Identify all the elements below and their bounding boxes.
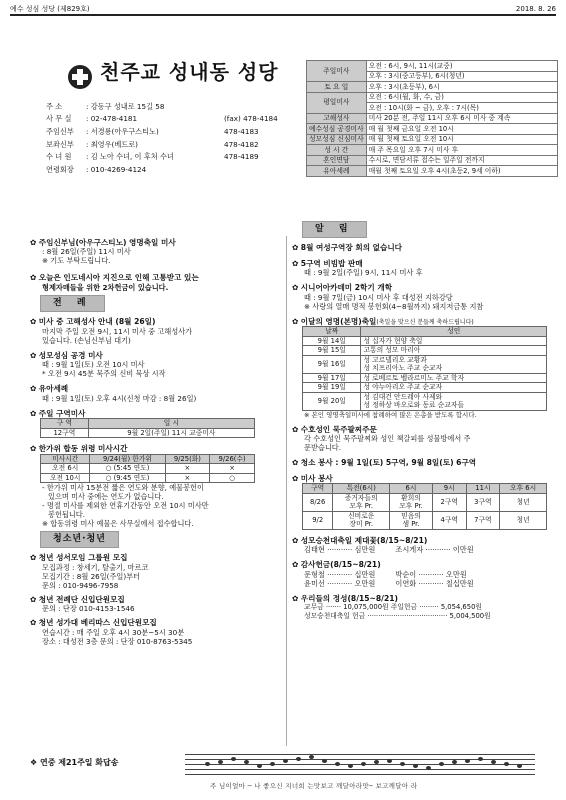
schedule-label: 주일미사 <box>307 61 367 82</box>
music-note-icon <box>504 762 509 766</box>
item-title: ✿ 성모성심 공경 미사 <box>30 351 282 360</box>
notice-text: ※ 기도 부탁드립니다. <box>42 256 111 266</box>
issue-label: 예수 성심 성당 (제829호) <box>10 5 90 13</box>
schedule-row <box>307 113 558 124</box>
music-note-icon <box>309 755 314 759</box>
item-text: 성모승천대축일 헌금 ····································· 5,004,500원 <box>304 611 491 620</box>
item-title: ✿ 청소 봉사 : 9월 1일(토) 5구역, 9월 8일(토) 6구역 <box>292 458 554 467</box>
music-note-icon <box>296 757 301 761</box>
music-note-icon <box>335 762 340 766</box>
table-cell: 7구역 <box>466 511 500 529</box>
table-header: 9/24(월) 한가위 <box>90 454 165 464</box>
music-note-icon <box>374 760 379 764</box>
info-key: 보좌신부 <box>46 139 74 149</box>
table-row <box>303 336 547 346</box>
schedule-label: 성모성심 신심미사 <box>307 134 367 145</box>
item-title: ✿ 미사 봉사 <box>292 474 554 483</box>
schedule-row <box>307 92 558 103</box>
section-banner: 전 례 <box>40 295 105 312</box>
schedule-label: 고해성사 <box>307 113 367 124</box>
item-title: ✿ 주일 구역미사 <box>30 409 282 418</box>
music-note-icon <box>231 757 236 761</box>
table-header: 11시 <box>466 484 500 494</box>
table-row <box>303 355 547 373</box>
info-row <box>46 100 284 113</box>
table-cell: 증거자들의 모후 Pr. <box>333 493 390 511</box>
info-key: 주 소 <box>46 101 63 111</box>
info-key: 연령회장 <box>46 164 74 174</box>
item-text: 문받습니다. <box>304 443 342 453</box>
music-note-icon <box>439 762 444 766</box>
table-cell: 환희의 모후 Pr. <box>390 493 433 511</box>
item-title: ✿ 우리들의 정성(8/15~8/21) <box>292 594 554 603</box>
schedule-row <box>307 124 558 135</box>
schedule-label: 성 시 간 <box>307 145 367 156</box>
feast-date: 9월 17일 <box>303 373 361 383</box>
item-text: 장소 : 대성전 3층 문의 : 단장 010-8763-5345 <box>42 636 193 646</box>
info-value: : 02-478-4181 <box>86 114 138 124</box>
table-cell: 믿음의 샘 Pr. <box>390 511 433 529</box>
feast-date: 9월 15일 <box>303 346 361 356</box>
info-key: 주임신부 <box>46 126 74 136</box>
issue-date: 2018. 8. 26 <box>515 5 556 13</box>
music-note-icon <box>452 760 457 764</box>
mass-schedule-table <box>306 60 558 177</box>
table-header: 일 시 <box>88 419 254 429</box>
church-name: 천주교 성내동 성당 <box>100 60 279 84</box>
schedule-label: 예수성심 공경미사 <box>307 124 367 135</box>
left-column <box>30 236 282 646</box>
table-row <box>303 346 547 356</box>
item-text: 있습니다. (손님신부님 대기) <box>42 335 131 345</box>
section-banner: 청소년·청년 <box>40 531 119 548</box>
feast-date: 9월 14일 <box>303 336 361 346</box>
music-note-icon <box>426 766 431 770</box>
info-row <box>46 113 284 126</box>
table-header: 날짜 <box>303 327 361 337</box>
table-header: 9/25(화) <box>165 454 210 464</box>
table-cell: × <box>165 473 210 483</box>
table-header: 9/26(수) <box>210 454 255 464</box>
item-text: 때 : 9월 2일(주일) 9시, 11시 미사 후 <box>304 268 423 278</box>
item-text: 모집기간 : 8월 26일(주일)부터 <box>42 571 141 581</box>
music-note-icon <box>465 759 470 763</box>
schedule-value: 오후 : 3시(초등부), 6시 <box>366 82 557 93</box>
church-info <box>46 100 284 176</box>
item-text: 봉헌됩니다. <box>48 510 86 520</box>
music-note-icon <box>244 760 249 764</box>
item-title: ✿ 청년 성가대 베리따스 신입단원모집 <box>30 618 282 627</box>
flower-donor: 조시게자 ··········· 이만원 <box>395 545 474 555</box>
cross-logo-icon <box>68 65 92 89</box>
schedule-value: 매 월 첫째 토요일 오전 10시 <box>366 134 557 145</box>
table-row <box>303 392 547 410</box>
district-mass-table <box>40 418 255 438</box>
item-text: 때 : 9월 7일(금) 10시 미사 후 대성전 지하강당 <box>304 292 453 302</box>
info-row <box>46 163 284 176</box>
music-note-icon <box>387 759 392 763</box>
donor: 박순이 ··········· 오만원 <box>395 569 467 579</box>
info-phone: 478-4183 <box>224 126 259 136</box>
table-cell: ○ <box>210 473 255 483</box>
music-note-icon <box>348 764 353 768</box>
item-title: ✿ 유아세례 <box>30 384 282 393</box>
item-text: 문의 : 010-9496-7958 <box>42 580 119 590</box>
column-divider <box>286 236 287 746</box>
table-header: 성인 <box>361 327 547 337</box>
item-text: 모집과정 : 창세기, 탈출기, 마르코 <box>42 562 149 572</box>
table-cell: 오전 6시 <box>41 464 90 474</box>
item-text: * 오전 9시 45분 묵주의 신비 묵상 시작 <box>42 369 166 379</box>
psalm-lyric: 주 님이얼마 ─ 나 좋으신 지너희 는맛보고 깨달아라맛─ 보고깨달아 라 <box>210 782 418 790</box>
schedule-label: 유아세례 <box>307 166 367 177</box>
notice-text: : 8월 26일(주일) 11시 미사 <box>42 247 131 257</box>
table-cell: ○ (5:45 연도) <box>90 464 165 474</box>
table-row <box>303 383 547 393</box>
donor: 이연화 ··········· 칠십만원 <box>395 578 474 588</box>
music-note-icon <box>413 764 418 768</box>
feast-days-table <box>302 326 547 410</box>
item-title: ✿ 미사 중 고해성사 안내 (8월 26일) <box>30 317 282 326</box>
feast-saint: 성 야누아리오 주교 순교자 <box>361 383 547 393</box>
schedule-row <box>307 155 558 166</box>
item-text <box>292 570 554 579</box>
table-cell: 3구역 <box>466 493 500 511</box>
table-header: 9시 <box>432 484 466 494</box>
music-note-icon <box>491 760 496 764</box>
info-phone: (fax) 478-4184 <box>224 114 278 124</box>
info-row <box>46 150 284 163</box>
schedule-value: 매 월 첫째 금요일 오전 10시 <box>366 124 557 135</box>
item-text <box>292 579 554 588</box>
table-cell: 신비로운 장미 Pr. <box>333 511 390 529</box>
music-note-icon <box>218 760 223 764</box>
table-header: 오후 6시 <box>500 484 547 494</box>
music-note-icon <box>361 762 366 766</box>
info-value: : 강동구 성내로 15길 58 <box>86 101 165 111</box>
schedule-value: 매 주 목요일 오후 7시 미사 후 <box>366 145 557 156</box>
table-cell: 청년 <box>500 493 547 511</box>
schedule-value: 수시로, 면담서류 접수는 일주일 전까지 <box>366 155 557 166</box>
table-row <box>41 464 255 474</box>
schedule-row <box>307 145 558 156</box>
table-cell: × <box>210 464 255 474</box>
table-cell: 청년 <box>500 511 547 529</box>
item-text: - 한가위 미사 15분전 짧은 연도와 분향, 예물봉헌이 <box>42 483 204 493</box>
chuseok-mass-table <box>40 454 255 484</box>
table-header: 구역 <box>303 484 333 494</box>
table-header: 6시 <box>390 484 433 494</box>
table-row <box>303 373 547 383</box>
info-phone: 478-4182 <box>224 139 259 149</box>
feast-title: 이달의 영명(본명)축일 <box>300 316 377 326</box>
item-title: ✿ 5구역 비빔밥 판매 <box>292 259 554 268</box>
info-value: : 최영우(베드로) <box>86 139 138 149</box>
feast-date: 9월 19일 <box>303 383 361 393</box>
table-cell: 4구역 <box>432 511 466 529</box>
table-row <box>41 473 255 483</box>
top-bar <box>10 4 556 16</box>
table-cell: 8/26 <box>303 493 333 511</box>
item-text: - 명절 미사를 제외한 연휴기간동안 오전 10시 미사만 <box>42 501 209 511</box>
item-title: ✿ 시니어아카데미 2학기 개학 <box>292 283 554 292</box>
notice-text: 형제자매들을 위한 2차헌금이 있습니다. <box>42 282 169 292</box>
feast-subtitle: (축일을 맞으신 분들께 축하드립니다) <box>376 318 474 326</box>
info-phone: 478-4189 <box>224 152 259 162</box>
item-title: ✿ 한가위 합동 위령 미사시간 <box>30 444 282 453</box>
item-title: ✿ 감사헌금(8/15~8/21) <box>292 560 554 569</box>
notice-title: ✿ 오늘은 인도네시아 지진으로 인해 고통받고 있는 <box>30 273 282 282</box>
info-key: 사 무 실 <box>46 114 72 124</box>
item-title: ✿ 청년 전례단 신입단원모집 <box>30 595 282 604</box>
table-cell: 9/2 <box>303 511 333 529</box>
item-title: ✿ 청년 성서모임 그룹원 모집 <box>30 553 282 562</box>
donor: 윤미선 ··········· 오만원 <box>304 578 376 588</box>
item-text: ※ 본인 영명축일미사에 참례하여 많은 은총을 받도록 합시다. <box>304 410 477 419</box>
schedule-value: 오전 : 10시(화 ~ 금), 오후 : 7시(목) <box>366 103 557 114</box>
schedule-value: 미사 20분 전, 주일 11시 오후 6시 미사 중 계속 <box>366 113 557 124</box>
item-text: ※ 사랑의 열매 명적 봉헌회(4~8월까지) 돼지저금통 지참 <box>304 301 484 311</box>
music-note-icon <box>270 762 275 766</box>
notice-title: ✿ 주임신부님(아우구스티노) 영명축일 미사 <box>30 238 282 247</box>
schedule-value: 매월 첫째 토요일 오후 4시(초등2, 9세 이하) <box>366 166 557 177</box>
feast-saint: 고통의 성모 마리아 <box>361 346 547 356</box>
schedule-row <box>307 61 558 72</box>
feast-date: 9월 20일 <box>303 392 361 410</box>
table-header: 구 역 <box>41 419 89 429</box>
info-value: : 김 노아 수녀, 이 후처 수녀 <box>86 152 174 162</box>
schedule-label: 혼인면담 <box>307 155 367 166</box>
schedule-row <box>307 82 558 93</box>
table-cell: 오전 10시 <box>41 473 90 483</box>
schedule-value: 오전 : 6시, 9시, 11시(교중) <box>366 61 557 72</box>
item-text: 교무금 ······· 10,075,000원 주일헌금 ········· 5,054,650원 <box>304 603 482 612</box>
psalm-title: ❖ 연중 제21주일 화답송 <box>30 758 119 767</box>
item-title: ✿ 성모승천대축일 제대꽃(8/15~8/21) <box>292 536 554 545</box>
music-note-icon <box>517 764 522 768</box>
section-banner: 알 림 <box>302 221 367 238</box>
item-text: 때 : 9월 1일(토) 오후 4시(신청 마감 : 8월 26일) <box>42 393 197 403</box>
flower-donor: 김태현 ··········· 심만원 <box>304 545 376 555</box>
table-cell: 12구역 <box>41 428 89 438</box>
table-cell: ○ (9:45 연도) <box>90 473 165 483</box>
table-row <box>303 511 547 529</box>
music-note-icon <box>400 762 405 766</box>
table-header: 미사시간 <box>41 454 90 464</box>
item-text: 연습시간 : 매 주일 오후 4시 30분~5시 30분 <box>42 627 185 637</box>
schedule-label: 토 요 일 <box>307 82 367 93</box>
feast-saint: 성 김대건 안드레아 사제와 성 정하상 바오로와 동료 순교자들 <box>361 392 547 410</box>
item-title: ✿ 수호성인 묵주팔찌주문 <box>292 425 554 434</box>
table-cell: 9월 2일(주일) 11시 교중미사 <box>88 428 254 438</box>
psalm-title-text: 연중 제21주일 화답송 <box>39 758 119 767</box>
item-title <box>292 317 554 327</box>
info-value: : 서경룡(아우구스티노) <box>86 126 159 136</box>
feast-saint: 성 로베르토 벨라르미노 주교 학자 <box>361 373 547 383</box>
psalm-area <box>10 750 556 792</box>
table-row <box>303 493 547 511</box>
feast-date: 9월 16일 <box>303 355 361 373</box>
schedule-value: 오전 : 6시(월, 화, 수, 금) <box>366 92 557 103</box>
item-text: 문의 : 단장 010-4153-1546 <box>42 604 135 614</box>
music-note-icon <box>322 759 327 763</box>
mass-service-table <box>302 483 547 529</box>
info-row <box>46 125 284 138</box>
info-key: 수 녀 원 <box>46 152 72 162</box>
music-note-icon <box>283 759 288 763</box>
schedule-row <box>307 166 558 177</box>
feast-saint: 성 십자가 현양 축일 <box>361 336 547 346</box>
music-note-icon <box>478 757 483 761</box>
item-text: ※ 합동위령 미사 예물은 사무실에서 접수합니다. <box>42 519 194 529</box>
schedule-row <box>307 134 558 145</box>
feast-saint: 성 고르넬리오 교황과 성 치프리아노 주교 순교자 <box>361 355 547 373</box>
right-column <box>292 218 554 620</box>
schedule-value: 오후 : 3시(중고등부), 6시(청년) <box>366 71 557 82</box>
music-note-icon <box>205 762 210 766</box>
music-note-icon <box>257 764 262 768</box>
item-text: 각 수호성인 묵주팔찌와 성인 책갈피를 성물방에서 주 <box>304 434 471 444</box>
item-title: ✿ 8월 여성구역장 회의 없습니다 <box>292 243 554 252</box>
donor: 문형철 ··········· 십만원 <box>304 569 376 579</box>
music-staff <box>185 750 535 780</box>
info-row <box>46 138 284 151</box>
item-text <box>292 545 554 554</box>
table-cell: × <box>165 464 210 474</box>
table-cell: 2구역 <box>432 493 466 511</box>
item-text: 마지막 주일 오전 9시, 11시 미사 중 고해성사가 <box>42 326 193 336</box>
schedule-label: 평일미사 <box>307 92 367 113</box>
info-value: : 010-4269-4124 <box>86 164 147 174</box>
table-header: 특전(6시) <box>333 484 390 494</box>
item-text: 때 : 9월 1일(토) 오전 10시 미사 <box>42 360 145 370</box>
item-text: 있으며 미사 중에는 연도가 없습니다. <box>48 492 164 502</box>
